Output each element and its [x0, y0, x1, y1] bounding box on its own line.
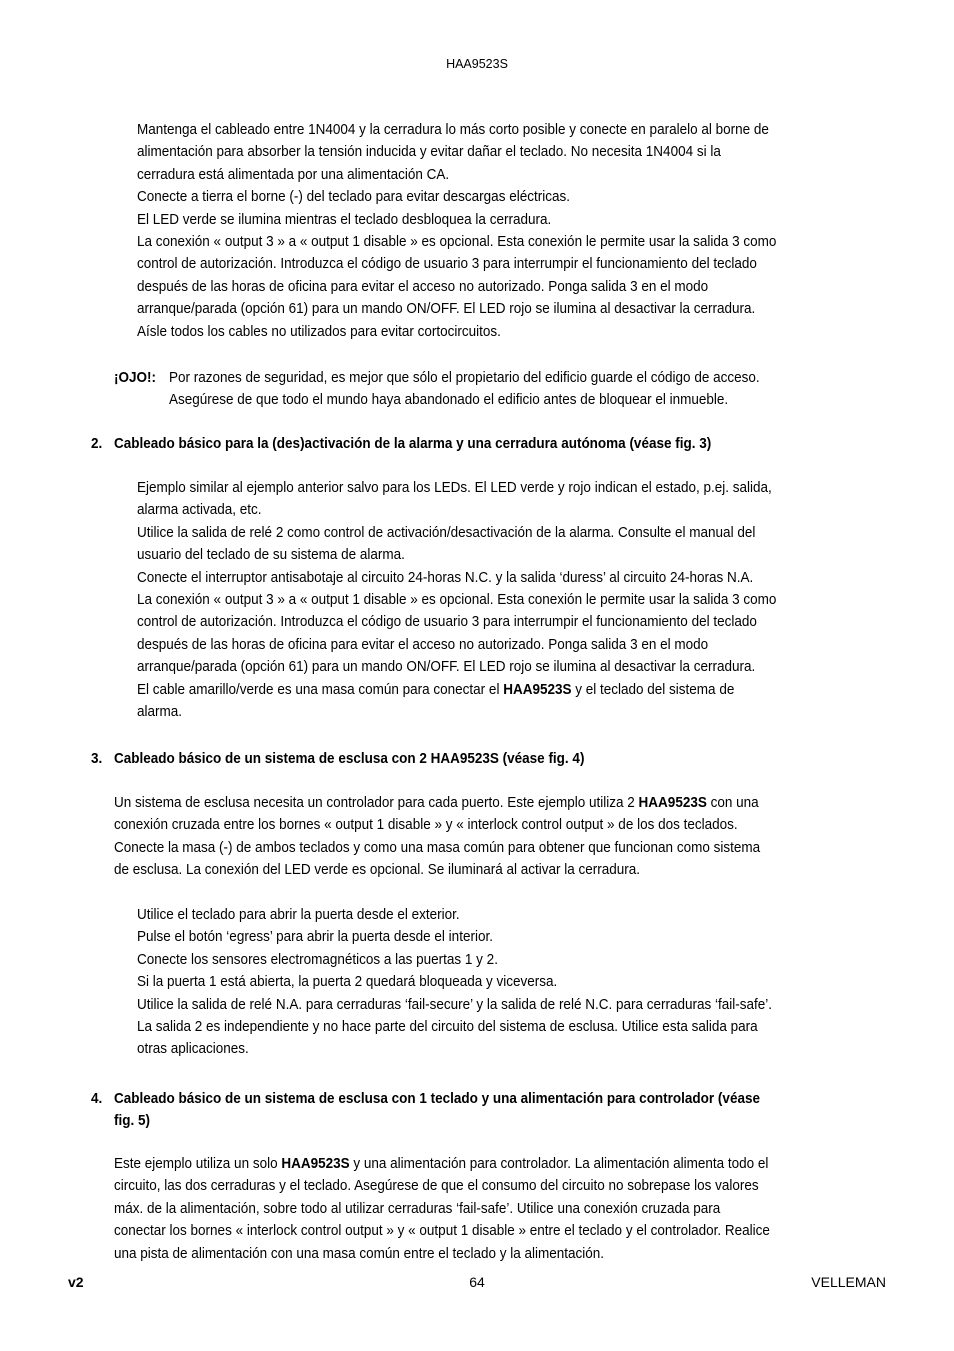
text-line: Ejemplo similar al ejemplo anterior salvo para los LEDs. El LED verde y rojo indican el estado, p.ej. salida, — [137, 479, 772, 496]
text-line: Utilice el teclado para abrir la puerta desde el exterior. — [137, 906, 460, 923]
text-line: Mantenga el cableado entre 1N4004 y la cerradura lo más corto posible y conecte en paralelo al borne de — [137, 121, 769, 138]
section-4-number: 4. — [91, 1090, 103, 1107]
warning-label: ¡OJO!: — [114, 369, 157, 386]
section-2-body — [137, 477, 847, 723]
product-code: HAA9523S — [638, 794, 707, 811]
footer-brand: VELLEMAN — [811, 1274, 886, 1290]
text-line: alimentación para absorber la tensión inducida y evitar dañar el teclado. No necesita 1N4004 si la — [137, 143, 721, 161]
text-line: cerradura está alimentada por una alimentación CA. — [137, 165, 450, 183]
text-line: Asegúrese de que todo el mundo haya abandonado el edificio antes de bloquear el inmueble. — [169, 391, 729, 409]
text-line: control de autorización. Introduzca el código de usuario 3 para interrumpir el funcionamiento del teclado — [137, 613, 757, 631]
text-line: La salida 2 es independiente y no hace parte del circuito del sistema de esclusa. Utilice esta salida para — [137, 1018, 758, 1036]
text-line: Conecte la masa (-) de ambos teclados y como una masa común para obtener que funcionan como sistema — [114, 838, 761, 856]
text-line: alarma activada, etc. — [137, 501, 262, 519]
page-header: HAA9523S — [446, 57, 508, 71]
section-2-number: 2. — [91, 435, 103, 452]
text-line: Conecte a tierra el borne (-) del teclado para evitar descargas eléctricas. — [137, 188, 570, 206]
text-line: Un sistema de esclusa necesita un controlador para cada puerto. Este ejemplo utiliza 2 HAA9523S con una — [114, 794, 759, 811]
text-line: Conecte los sensores electromagnéticos a las puertas 1 y 2. — [137, 950, 498, 968]
text-line: Este ejemplo utiliza un solo HAA9523S y una alimentación para controlador. La alimentación alimenta todo el — [114, 1155, 769, 1172]
text-line: Aísle todos los cables no utilizados para evitar cortocircuitos. — [137, 322, 501, 340]
text-line: conexión cruzada entre los bornes « output 1 disable » y « interlock control output » de los dos teclados. — [114, 816, 738, 834]
text-line: después de las horas de oficina para evitar el acceso no autorizado. Ponga salida 3 en el modo — [137, 277, 709, 295]
text-line: Utilice la salida de relé 2 como control de activación/desactivación de la alarma. Consulte el manual del — [137, 523, 756, 541]
text-line: Por razones de seguridad, es mejor que sólo el propietario del edificio guarde el código de acceso. — [169, 369, 760, 386]
text-line: después de las horas de oficina para evitar el acceso no autorizado. Ponga salida 3 en el modo — [137, 635, 709, 653]
text-line: El cable amarillo/verde es una masa común para conectar el HAA9523S y el teclado del sistema de — [137, 680, 735, 698]
text-line: una pista de alimentación con una masa común entre el teclado y la alimentación. — [114, 1244, 605, 1262]
section-3-heading: Cableado básico de un sistema de esclusa con 2 HAA9523S (véase fig. 4) — [114, 750, 585, 767]
text-line: La conexión « output 3 » a « output 1 disable » es opcional. Esta conexión le permite usar la salida 3 como — [137, 233, 777, 251]
text-line: Utilice la salida de relé N.A. para cerraduras ‘fail-secure’ y la salida de relé N.C. para cerraduras ‘fail-safe’. — [137, 995, 773, 1013]
text-line: circuito, las dos cerraduras y el teclado. Asegúrese de que el consumo del circuito no sobrepase los valores — [114, 1177, 759, 1195]
section-3-paragraph — [114, 792, 832, 882]
wiring-notes-list — [137, 119, 847, 343]
product-code: HAA9523S — [281, 1155, 350, 1172]
text-line: otras aplicaciones. — [137, 1040, 249, 1058]
section-4-paragraph — [114, 1153, 843, 1265]
section-4-heading: Cableado básico de un sistema de esclusa con 1 teclado y una alimentación para controlador (véase fig. 5) — [114, 1090, 760, 1130]
text-line: de esclusa. La conexión del LED verde es opcional. Se iluminará al activar la cerradura. — [114, 861, 641, 879]
text-line: arranque/parada (opción 61) para un mando ON/OFF. El LED rojo se ilumina al desactivar la cerradura. — [137, 300, 756, 318]
text-line: control de autorización. Introduzca el código de usuario 3 para interrumpir el funcionamiento del teclado — [137, 255, 757, 273]
product-code: HAA9523S — [503, 680, 572, 698]
footer-version: v2 — [68, 1274, 84, 1290]
text-line: La conexión « output 3 » a « output 1 disable » es opcional. Esta conexión le permite usar la salida 3 como — [137, 591, 777, 609]
text-line: Conecte el interruptor antisabotaje al circuito 24-horas N.C. y la salida ‘duress’ al circuito 24-horas N.A. — [137, 568, 754, 586]
section-3-list — [137, 904, 843, 1061]
footer-page-number: 64 — [469, 1274, 485, 1290]
text-line: conectar los bornes « interlock control output » y « output 1 disable » entre el teclado y el controlador. Realice — [114, 1222, 770, 1240]
text-line: alarma. — [137, 703, 183, 721]
section-2-heading: Cableado básico para la (des)activación de la alarma y una cerradura autónoma (véase fig. 3) — [114, 435, 712, 452]
text-line: máx. de la alimentación, sobre todo al utilizar cerraduras ‘fail-safe’. Utilice una conexión cruzada para — [114, 1199, 721, 1217]
text-line: arranque/parada (opción 61) para un mando ON/OFF. El LED rojo se ilumina al desactivar la cerradura. — [137, 658, 756, 676]
text-line: El LED verde se ilumina mientras el teclado desbloquea la cerradura. — [137, 210, 552, 228]
warning-text — [169, 367, 825, 412]
text-line: Si la puerta 1 está abierta, la puerta 2 quedará bloqueada y viceversa. — [137, 973, 558, 991]
text-line: usuario del teclado de su sistema de alarma. — [137, 546, 405, 564]
text-line: Pulse el botón ‘egress’ para abrir la puerta desde el interior. — [137, 928, 493, 946]
section-3-number: 3. — [91, 750, 103, 767]
